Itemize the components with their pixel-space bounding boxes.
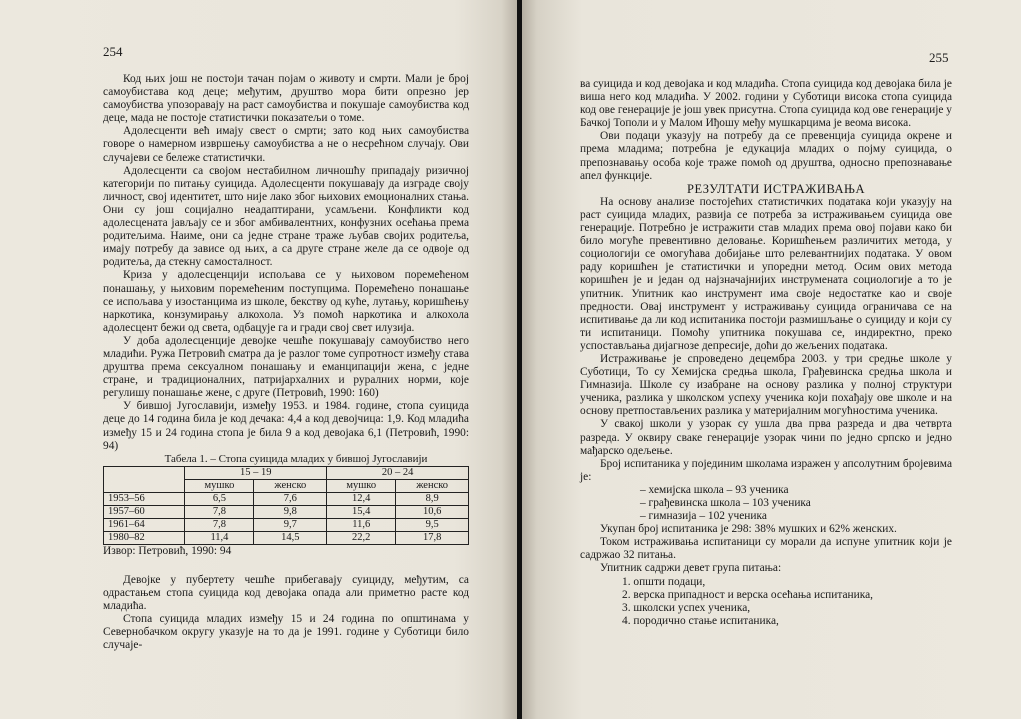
value-cell: 8,9 <box>396 492 469 505</box>
paragraph: Упитник садржи девет група питања: <box>600 562 782 575</box>
table-row <box>104 492 469 505</box>
value-cell: 9,5 <box>396 518 469 531</box>
period-cell: 1953–56 <box>104 492 185 505</box>
sub-header: мушко <box>327 479 396 492</box>
paragraph: Ови подаци указују на потребу да се превенција суицида окрене и према младима; потребна је едукација младих о појму суицида, о препознавању особа које траже помоћ од друштва, односно препознавање апел функције. <box>580 130 952 182</box>
paragraph: У бившој Југославији, између 1953. и 1984. године, стопа суицида деце до 14 година била је код дечака: 4,4 а код девојчица: 1,9. Код младића између 15 и 24 година стопа је била 9 а код девојака 6,1 (Петровић, 1990: 94) <box>103 400 469 452</box>
right-page-body <box>580 78 952 628</box>
paragraph: На основу анализе постојећих статистичких података који указују на раст суицида младих, развија се потреба за истраживањем суицида ове генерације. Потребно је истражити став младих према овој појави како би било могуће превентивно деловање. Коришћењем различитих метода, у социологији се омогућава добијање што релевантнијих података. У овом раду коришћен је статистички и упоредни метод. Осим ових метода коришћен је и један од најзначајнијих инструмената социологије а то је упитник. Упитник као инструмент има своје недостатке као и своје предности. Овај инструмент у истраживању суицида ограничава се на испитивање да ли код испитаника постоји размишљање о суициду и који су ти испитаници. Помоћу упитника покушава се, индиректно, преко успостављања дијагнозе депресије, доћи до жељених података. <box>580 195 952 352</box>
table-caption: Табела 1. – Стопа суицида младих у бившој Југославији <box>164 452 428 465</box>
left-page-body <box>103 73 469 652</box>
section-heading: РЕЗУЛТАТИ ИСТРАЖИВАЊА <box>687 181 865 196</box>
table-header-row <box>104 466 469 479</box>
value-cell: 6,5 <box>185 492 254 505</box>
period-cell: 1961–64 <box>104 518 185 531</box>
value-cell: 7,6 <box>254 492 327 505</box>
paragraph: Код њих још не постоји тачан појам о животу и смрти. Мали је број самоубистава код деце; међутим, друштво мора бити опрезно јер самоубиства упозоравају на раст самоубиства и покушаје самоубиства код деце, мада не постоје статистички показатељи о томе. <box>103 73 469 125</box>
value-cell: 9,7 <box>254 518 327 531</box>
list-item: – гимназија – 102 ученика <box>640 510 767 523</box>
table-row <box>104 531 469 544</box>
sub-header: женско <box>254 479 327 492</box>
page-number-left: 254 <box>103 44 123 59</box>
period-cell: 1980–82 <box>104 531 185 544</box>
paragraph: Укупан број испитаника је 298: 38% мушких и 62% женских. <box>600 523 897 536</box>
paragraph: Број испитаника у појединим школама изражен у апсолутним бројевима је: <box>580 457 952 483</box>
table-corner-cell <box>104 466 185 492</box>
value-cell: 22,2 <box>327 531 396 544</box>
value-cell: 7,8 <box>185 505 254 518</box>
list-item: 2. верска припадност и верска осећања испитаника, <box>622 588 873 601</box>
list-item: 4. породично стање испитаника, <box>622 614 779 627</box>
period-cell: 1957–60 <box>104 505 185 518</box>
suicide-rate-table <box>103 466 469 545</box>
right-page <box>522 0 1021 719</box>
sub-header: мушко <box>185 479 254 492</box>
paragraph: У доба адолесценције девојке чешће покушавају самоубиство него младићи. Ружа Петровић сматра да је разлог томе супротност између става друштва према сексуалном понашању и еманципацији жена, с једне стране, и традиционалних, патријархалних и руралних норми, које регулишу понашање жене, с друге (Петровић, 1990: 160) <box>103 334 469 400</box>
sub-header: женско <box>396 479 469 492</box>
value-cell: 14,5 <box>254 531 327 544</box>
value-cell: 7,8 <box>185 518 254 531</box>
list-item: – грађевинска школа – 103 ученика <box>640 497 811 509</box>
table-row <box>104 518 469 531</box>
value-cell: 15,4 <box>327 505 396 518</box>
list-item: 3. школски успех ученика, <box>622 601 751 614</box>
value-cell: 9,8 <box>254 505 327 518</box>
paragraph: Девојке у пубертету чешће прибегавају суициду, међутим, са одрастањем стопа суицида код девојака опада али приметно расте код младића. <box>103 573 469 613</box>
paragraph: Истраживање је спроведено децембра 2003. у три средње школе у Суботици, То су Хемијска средња школа, Грађевинска средња школа и Гимназија. Школе су изабране на основу разлика у полној структури ученика, разлика у школском успеху ученика који похађају ове школе и на основу претпостављених разлика у материјалним могућностима ученика. <box>580 352 952 418</box>
value-cell: 11,6 <box>327 518 396 531</box>
paragraph: Стопа суицида младих између 15 и 24 година по општинама у Севернобачком округу указује на то да је 1991. године у Суботици било случаје- <box>103 613 469 652</box>
value-cell: 11,4 <box>185 531 254 544</box>
table-row <box>104 505 469 518</box>
value-cell: 17,8 <box>396 531 469 544</box>
group-header-20-24: 20 – 24 <box>327 466 469 479</box>
paragraph: У свакој школи у узорак су ушла два прва разреда и два четврта разреда. У оквиру сваке генерације узорак чини по једно српско и једно мађарско одељење. <box>580 418 952 457</box>
list-item: 1. општи подаци, <box>622 575 706 588</box>
value-cell: 12,4 <box>327 492 396 505</box>
group-header-15-19: 15 – 19 <box>185 466 327 479</box>
list-item: – хемијска школа – 93 ученика <box>640 483 789 496</box>
paragraph: ва суицида и код девојака и код младића. Стопа суицида код девојака била је виша него код младића. У 2002. години у Суботици висока стопа суицида код ове генерације је још увек присутна. Стопа суицида код ове генерације у Бачкој Тополи и у Малом Иђошу међу мушкарцима је веома висока. <box>580 78 952 130</box>
paragraph: Криза у адолесценцији испољава се у њиховом поремећеном понашању, у њиховим поремећеним поступцима. Поремећено понашање се испољава у изостанцима из школе, бекству од куће, лутању, коришћењу наркотика, конзумирању алкохола. Уз помоћ наркотика и алкохола адолесцент бежи од света, одбацује га и гради свој свет илузија. <box>103 269 469 334</box>
paragraph: Адолесценти већ имају свест о смрти; зато код њих самоубиства говоре о намерном извршењу самоубиства а не о несрећном случају. Ови случајеви се бележе статистички. <box>103 125 469 164</box>
table-source: Извор: Петровић, 1990: 94 <box>103 544 232 557</box>
paragraph: Адолесценти са својом нестабилном личношћу припадају ризичној категорији по питању суицида. Адолесценти покушавају да изграде своју личност, свој идентитет, што није лако због њихових емоционалних стања. Они су још социјално неадаптирани, усамљени. Конфликти код адолесцената јављају се и због амбивалентних, конфузних осећања према родитељима. Наиме, они са једне стране траже љубав својих родитеља, имају потребу да зависе од њих, а са друге стране желе да се одвоје од родитеља, да стекну самосталност. <box>103 164 469 269</box>
value-cell: 10,6 <box>396 505 469 518</box>
paragraph: Током истраживања испитаници су морали да испуне упитник који је садржао 32 питања. <box>580 536 952 562</box>
page-number-right: 255 <box>929 50 949 65</box>
